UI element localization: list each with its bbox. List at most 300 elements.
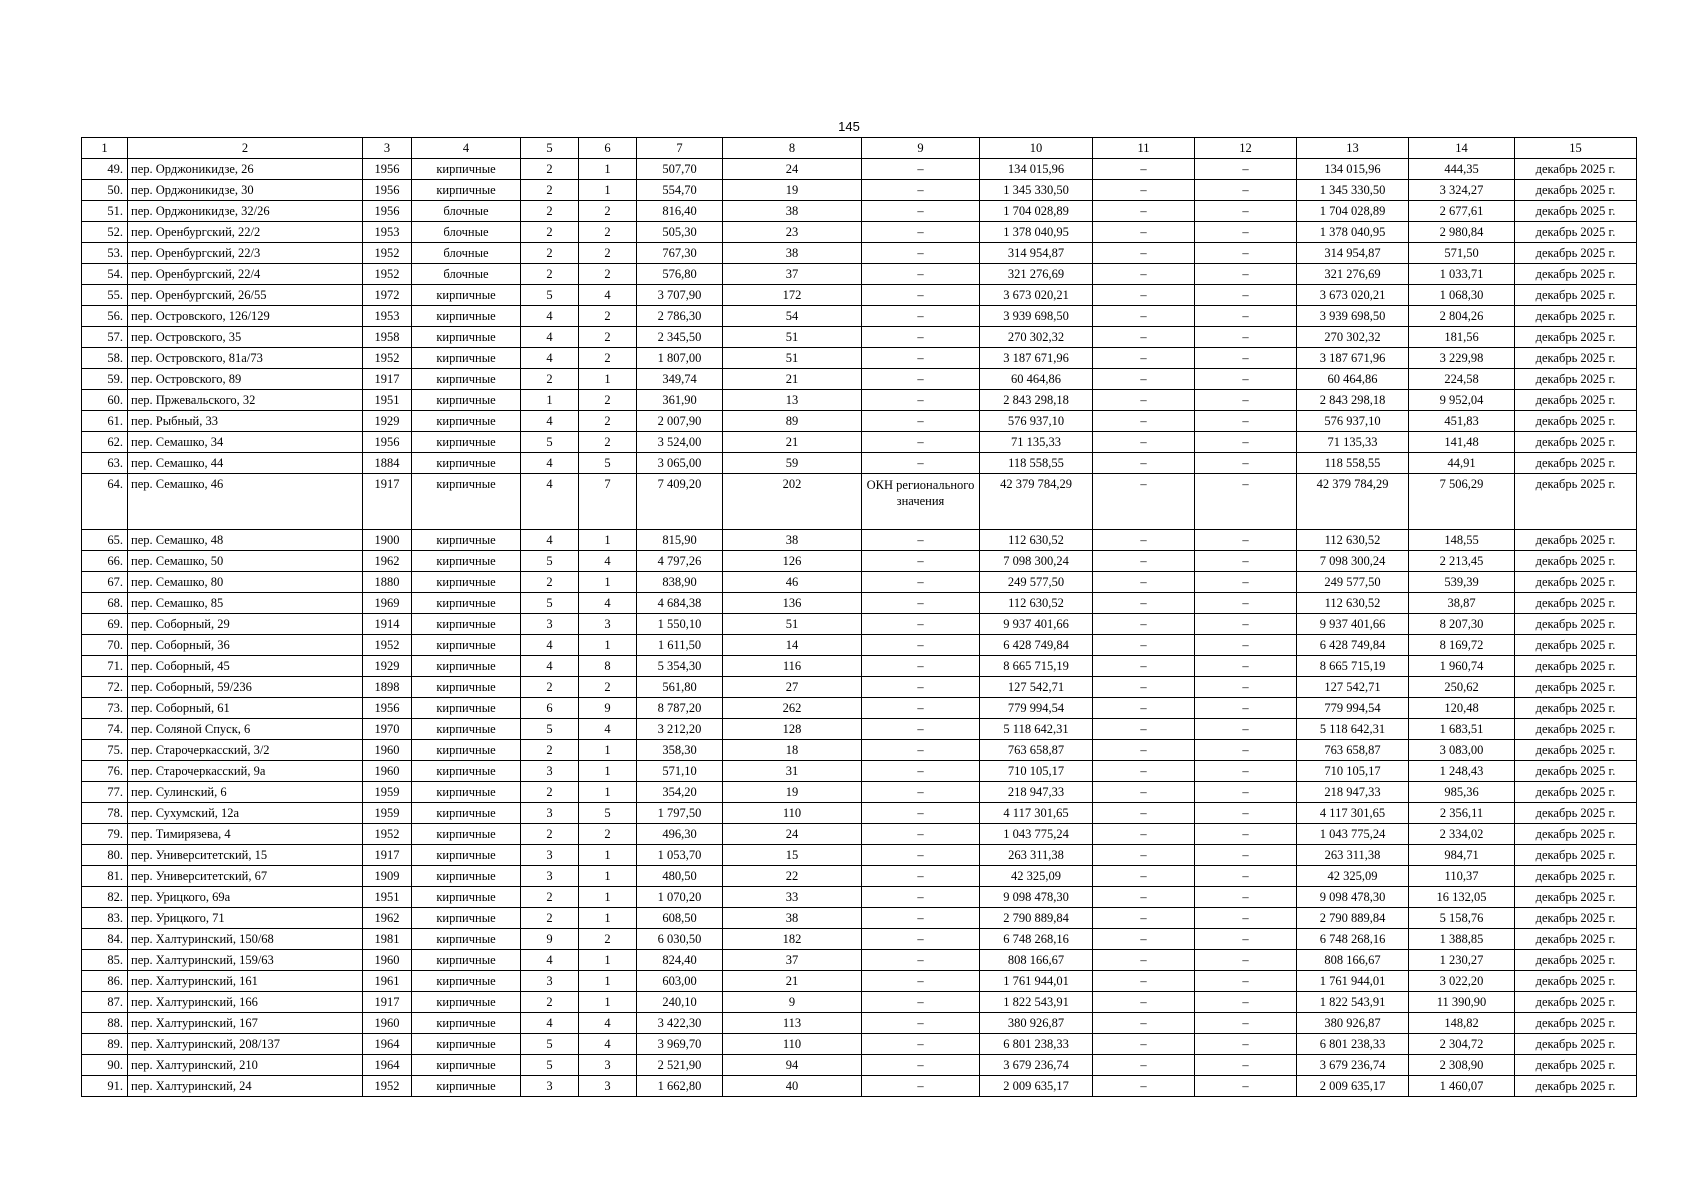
table-cell-col-9: ОКН регионального значения [862, 474, 980, 530]
table-cell-col-3: 1952 [363, 635, 412, 656]
table-cell-col-9: – [862, 992, 980, 1013]
table-cell-col-12: – [1195, 572, 1297, 593]
table-row [82, 369, 1637, 390]
table-cell-col-10: 112 630,52 [980, 530, 1093, 551]
table-cell-col-11: – [1093, 572, 1195, 593]
table-cell-col-9: – [862, 306, 980, 327]
column-header-10: 10 [980, 138, 1093, 159]
table-cell-col-12: – [1195, 782, 1297, 803]
table-cell-col-12: – [1195, 201, 1297, 222]
table-cell-col-2: пер. Соборный, 59/236 [128, 677, 363, 698]
table-cell-col-3: 1960 [363, 950, 412, 971]
table-cell-col-4: кирпичные [412, 614, 521, 635]
table-cell-col-11: – [1093, 1013, 1195, 1034]
table-cell-col-3: 1958 [363, 327, 412, 348]
table-cell-col-12: – [1195, 803, 1297, 824]
table-cell-col-10: 249 577,50 [980, 572, 1093, 593]
column-header-7: 7 [637, 138, 723, 159]
table-cell-col-3: 1956 [363, 698, 412, 719]
table-cell-col-9: – [862, 845, 980, 866]
table-cell-col-7: 4 797,26 [637, 551, 723, 572]
table-cell-col-6: 3 [579, 1055, 637, 1076]
table-cell-col-1: 72. [82, 677, 128, 698]
table-cell-col-6: 1 [579, 845, 637, 866]
table-cell-col-12: – [1195, 222, 1297, 243]
table-cell-col-5: 2 [521, 243, 579, 264]
table-cell-col-7: 349,74 [637, 369, 723, 390]
table-cell-col-3: 1917 [363, 992, 412, 1013]
table-row [82, 572, 1637, 593]
table-cell-col-3: 1953 [363, 306, 412, 327]
table-cell-col-2: пер. Университетский, 67 [128, 866, 363, 887]
table-cell-col-14: 2 980,84 [1409, 222, 1515, 243]
table-cell-col-11: – [1093, 950, 1195, 971]
table-cell-col-5: 4 [521, 348, 579, 369]
table-cell-col-7: 2 521,90 [637, 1055, 723, 1076]
table-cell-col-5: 5 [521, 593, 579, 614]
table-row [82, 1055, 1637, 1076]
table-row [82, 432, 1637, 453]
column-header-6: 6 [579, 138, 637, 159]
table-cell-col-7: 1 807,00 [637, 348, 723, 369]
table-cell-col-5: 3 [521, 971, 579, 992]
table-cell-col-13: 1 043 775,24 [1297, 824, 1409, 845]
table-cell-col-1: 69. [82, 614, 128, 635]
table-row [82, 635, 1637, 656]
table-cell-col-2: пер. Халтуринский, 166 [128, 992, 363, 1013]
table-cell-col-2: пер. Орджоникидзе, 30 [128, 180, 363, 201]
table-cell-col-4: кирпичные [412, 719, 521, 740]
table-cell-col-8: 182 [723, 929, 862, 950]
table-cell-col-7: 571,10 [637, 761, 723, 782]
table-cell-col-8: 46 [723, 572, 862, 593]
table-cell-col-15: декабрь 2025 г. [1515, 530, 1637, 551]
table-cell-col-13: 71 135,33 [1297, 432, 1409, 453]
table-cell-col-12: – [1195, 950, 1297, 971]
table-cell-col-7: 815,90 [637, 530, 723, 551]
table-cell-col-5: 2 [521, 201, 579, 222]
table-cell-col-13: 112 630,52 [1297, 593, 1409, 614]
table-cell-col-8: 89 [723, 411, 862, 432]
table-cell-col-1: 61. [82, 411, 128, 432]
table-cell-col-2: пер. Семашко, 46 [128, 474, 363, 530]
table-cell-col-1: 53. [82, 243, 128, 264]
table-cell-col-3: 1959 [363, 782, 412, 803]
table-cell-col-13: 314 954,87 [1297, 243, 1409, 264]
table-cell-col-1: 71. [82, 656, 128, 677]
table-cell-col-9: – [862, 159, 980, 180]
table-cell-col-2: пер. Семашко, 48 [128, 530, 363, 551]
table-row [82, 1013, 1637, 1034]
table-cell-col-15: декабрь 2025 г. [1515, 432, 1637, 453]
table-cell-col-10: 5 118 642,31 [980, 719, 1093, 740]
table-cell-col-11: – [1093, 635, 1195, 656]
table-cell-col-3: 1951 [363, 887, 412, 908]
table-cell-col-11: – [1093, 222, 1195, 243]
table-cell-col-3: 1951 [363, 390, 412, 411]
table-cell-col-6: 4 [579, 719, 637, 740]
table-cell-col-14: 3 229,98 [1409, 348, 1515, 369]
table-cell-col-15: декабрь 2025 г. [1515, 887, 1637, 908]
table-cell-col-7: 1 662,80 [637, 1076, 723, 1097]
table-cell-col-2: пер. Соляной Спуск, 6 [128, 719, 363, 740]
table-cell-col-14: 181,56 [1409, 327, 1515, 348]
table-cell-col-11: – [1093, 845, 1195, 866]
table-cell-col-3: 1960 [363, 740, 412, 761]
table-cell-col-13: 42 325,09 [1297, 866, 1409, 887]
column-header-3: 3 [363, 138, 412, 159]
table-cell-col-11: – [1093, 677, 1195, 698]
table-cell-col-1: 54. [82, 264, 128, 285]
table-row [82, 887, 1637, 908]
table-cell-col-7: 354,20 [637, 782, 723, 803]
table-cell-col-10: 60 464,86 [980, 369, 1093, 390]
table-cell-col-6: 4 [579, 1013, 637, 1034]
table-cell-col-3: 1952 [363, 824, 412, 845]
table-cell-col-6: 1 [579, 887, 637, 908]
table-cell-col-15: декабрь 2025 г. [1515, 551, 1637, 572]
table-cell-col-2: пер. Семашко, 44 [128, 453, 363, 474]
table-cell-col-6: 5 [579, 803, 637, 824]
table-row [82, 803, 1637, 824]
table-row [82, 992, 1637, 1013]
table-cell-col-1: 50. [82, 180, 128, 201]
table-cell-col-8: 22 [723, 866, 862, 887]
page-number: 145 [838, 119, 860, 134]
table-cell-col-11: – [1093, 656, 1195, 677]
table-cell-col-12: – [1195, 866, 1297, 887]
table-cell-col-13: 9 937 401,66 [1297, 614, 1409, 635]
table-cell-col-3: 1964 [363, 1034, 412, 1055]
table-cell-col-7: 7 409,20 [637, 474, 723, 530]
table-cell-col-3: 1952 [363, 348, 412, 369]
table-cell-col-11: – [1093, 992, 1195, 1013]
table-cell-col-8: 18 [723, 740, 862, 761]
table-cell-col-8: 31 [723, 761, 862, 782]
table-cell-col-1: 75. [82, 740, 128, 761]
table-cell-col-9: – [862, 1076, 980, 1097]
table-cell-col-11: – [1093, 593, 1195, 614]
table-cell-col-4: кирпичные [412, 866, 521, 887]
table-cell-col-9: – [862, 761, 980, 782]
table-cell-col-3: 1960 [363, 761, 412, 782]
table-cell-col-15: декабрь 2025 г. [1515, 285, 1637, 306]
table-cell-col-4: кирпичные [412, 453, 521, 474]
table-row [82, 719, 1637, 740]
table-cell-col-7: 3 212,20 [637, 719, 723, 740]
table-cell-col-6: 2 [579, 243, 637, 264]
table-cell-col-2: пер. Сухумский, 12а [128, 803, 363, 824]
table-cell-col-10: 42 379 784,29 [980, 474, 1093, 530]
table-cell-col-5: 2 [521, 992, 579, 1013]
table-cell-col-8: 128 [723, 719, 862, 740]
table-cell-col-5: 4 [521, 1013, 579, 1034]
table-cell-col-14: 985,36 [1409, 782, 1515, 803]
table-cell-col-6: 1 [579, 992, 637, 1013]
table-cell-col-9: – [862, 264, 980, 285]
table-cell-col-5: 2 [521, 908, 579, 929]
table-cell-col-13: 576 937,10 [1297, 411, 1409, 432]
table-cell-col-12: – [1195, 698, 1297, 719]
table-cell-col-1: 67. [82, 572, 128, 593]
table-cell-col-2: пер. Семашко, 85 [128, 593, 363, 614]
table-cell-col-11: – [1093, 432, 1195, 453]
table-cell-col-14: 1 960,74 [1409, 656, 1515, 677]
table-cell-col-10: 8 665 715,19 [980, 656, 1093, 677]
table-row [82, 530, 1637, 551]
table-row [82, 243, 1637, 264]
column-header-14: 14 [1409, 138, 1515, 159]
table-cell-col-4: кирпичные [412, 950, 521, 971]
table-cell-col-9: – [862, 593, 980, 614]
table-cell-col-1: 91. [82, 1076, 128, 1097]
table-cell-col-1: 87. [82, 992, 128, 1013]
table-cell-col-9: – [862, 698, 980, 719]
table-cell-col-12: – [1195, 551, 1297, 572]
table-row [82, 180, 1637, 201]
table-cell-col-1: 86. [82, 971, 128, 992]
table-cell-col-12: – [1195, 411, 1297, 432]
table-cell-col-14: 141,48 [1409, 432, 1515, 453]
table-cell-col-6: 1 [579, 572, 637, 593]
table-cell-col-1: 63. [82, 453, 128, 474]
table-cell-col-11: – [1093, 1055, 1195, 1076]
table-cell-col-11: – [1093, 908, 1195, 929]
table-cell-col-4: кирпичные [412, 824, 521, 845]
table-cell-col-8: 38 [723, 243, 862, 264]
table-cell-col-7: 608,50 [637, 908, 723, 929]
table-cell-col-3: 1917 [363, 474, 412, 530]
table-cell-col-14: 110,37 [1409, 866, 1515, 887]
table-cell-col-7: 554,70 [637, 180, 723, 201]
table-cell-col-5: 3 [521, 803, 579, 824]
table-cell-col-11: – [1093, 243, 1195, 264]
table-cell-col-11: – [1093, 740, 1195, 761]
table-cell-col-3: 1929 [363, 656, 412, 677]
table-cell-col-5: 2 [521, 222, 579, 243]
table-cell-col-6: 1 [579, 159, 637, 180]
table-cell-col-4: кирпичные [412, 740, 521, 761]
table-cell-col-2: пер. Семашко, 50 [128, 551, 363, 572]
table-cell-col-10: 2 009 635,17 [980, 1076, 1093, 1097]
table-cell-col-8: 38 [723, 908, 862, 929]
table-cell-col-15: декабрь 2025 г. [1515, 1013, 1637, 1034]
table-cell-col-9: – [862, 656, 980, 677]
table-cell-col-14: 11 390,90 [1409, 992, 1515, 1013]
column-header-2: 2 [128, 138, 363, 159]
table-cell-col-1: 66. [82, 551, 128, 572]
table-cell-col-5: 5 [521, 285, 579, 306]
table-cell-col-12: – [1195, 845, 1297, 866]
table-cell-col-3: 1956 [363, 432, 412, 453]
table-cell-col-3: 1961 [363, 971, 412, 992]
table-cell-col-4: кирпичные [412, 285, 521, 306]
table-cell-col-7: 3 707,90 [637, 285, 723, 306]
table-cell-col-11: – [1093, 453, 1195, 474]
table-cell-col-14: 2 677,61 [1409, 201, 1515, 222]
table-cell-col-8: 21 [723, 369, 862, 390]
table-cell-col-10: 2 790 889,84 [980, 908, 1093, 929]
table-cell-col-14: 2 804,26 [1409, 306, 1515, 327]
table-cell-col-6: 1 [579, 740, 637, 761]
table-cell-col-9: – [862, 782, 980, 803]
table-cell-col-5: 3 [521, 761, 579, 782]
table-cell-col-2: пер. Халтуринский, 167 [128, 1013, 363, 1034]
table-cell-col-12: – [1195, 1055, 1297, 1076]
table-cell-col-3: 1880 [363, 572, 412, 593]
table-row [82, 698, 1637, 719]
table-cell-col-5: 3 [521, 614, 579, 635]
table-cell-col-10: 127 542,71 [980, 677, 1093, 698]
table-cell-col-12: – [1195, 992, 1297, 1013]
table-cell-col-15: декабрь 2025 г. [1515, 698, 1637, 719]
table-cell-col-13: 5 118 642,31 [1297, 719, 1409, 740]
table-cell-col-15: декабрь 2025 г. [1515, 677, 1637, 698]
table-cell-col-15: декабрь 2025 г. [1515, 824, 1637, 845]
table-cell-col-8: 51 [723, 348, 862, 369]
table-cell-col-5: 2 [521, 369, 579, 390]
table-cell-col-6: 7 [579, 474, 637, 530]
table-cell-col-1: 73. [82, 698, 128, 719]
table-cell-col-6: 2 [579, 824, 637, 845]
table-cell-col-1: 58. [82, 348, 128, 369]
table-row [82, 474, 1637, 530]
table-cell-col-7: 1 070,20 [637, 887, 723, 908]
column-header-1: 1 [82, 138, 128, 159]
table-cell-col-8: 15 [723, 845, 862, 866]
table-cell-col-8: 51 [723, 614, 862, 635]
table-cell-col-14: 7 506,29 [1409, 474, 1515, 530]
table-cell-col-4: кирпичные [412, 992, 521, 1013]
table-cell-col-11: – [1093, 369, 1195, 390]
table-row [82, 411, 1637, 432]
table-cell-col-10: 4 117 301,65 [980, 803, 1093, 824]
table-cell-col-15: декабрь 2025 г. [1515, 761, 1637, 782]
table-cell-col-11: – [1093, 327, 1195, 348]
table-cell-col-3: 1956 [363, 201, 412, 222]
table-cell-col-8: 202 [723, 474, 862, 530]
table-cell-col-7: 603,00 [637, 971, 723, 992]
table-cell-col-13: 710 105,17 [1297, 761, 1409, 782]
table-cell-col-6: 1 [579, 180, 637, 201]
table-cell-col-9: – [862, 887, 980, 908]
table-cell-col-2: пер. Островского, 35 [128, 327, 363, 348]
table-cell-col-4: кирпичные [412, 845, 521, 866]
table-row [82, 929, 1637, 950]
table-cell-col-15: декабрь 2025 г. [1515, 327, 1637, 348]
table-cell-col-15: декабрь 2025 г. [1515, 614, 1637, 635]
table-cell-col-4: кирпичные [412, 1034, 521, 1055]
table-cell-col-13: 380 926,87 [1297, 1013, 1409, 1034]
table-cell-col-11: – [1093, 866, 1195, 887]
table-cell-col-9: – [862, 201, 980, 222]
table-cell-col-8: 19 [723, 180, 862, 201]
table-cell-col-2: пер. Сулинский, 6 [128, 782, 363, 803]
table-cell-col-5: 2 [521, 824, 579, 845]
table-cell-col-12: – [1195, 285, 1297, 306]
table-cell-col-12: – [1195, 348, 1297, 369]
column-header-13: 13 [1297, 138, 1409, 159]
table-cell-col-3: 1962 [363, 551, 412, 572]
table-cell-col-13: 2 843 298,18 [1297, 390, 1409, 411]
table-cell-col-2: пер. Халтуринский, 161 [128, 971, 363, 992]
table-cell-col-10: 3 939 698,50 [980, 306, 1093, 327]
table-cell-col-12: – [1195, 1076, 1297, 1097]
column-header-5: 5 [521, 138, 579, 159]
table-row [82, 159, 1637, 180]
table-cell-col-3: 1956 [363, 180, 412, 201]
table-cell-col-7: 2 007,90 [637, 411, 723, 432]
table-cell-col-1: 51. [82, 201, 128, 222]
table-cell-col-9: – [862, 740, 980, 761]
table-cell-col-3: 1909 [363, 866, 412, 887]
table-cell-col-7: 8 787,20 [637, 698, 723, 719]
table-cell-col-15: декабрь 2025 г. [1515, 572, 1637, 593]
table-cell-col-14: 444,35 [1409, 159, 1515, 180]
table-cell-col-15: декабрь 2025 г. [1515, 593, 1637, 614]
table-cell-col-2: пер. Рыбный, 33 [128, 411, 363, 432]
table-cell-col-7: 3 422,30 [637, 1013, 723, 1034]
table-cell-col-6: 4 [579, 1034, 637, 1055]
table-cell-col-15: декабрь 2025 г. [1515, 453, 1637, 474]
table-cell-col-11: – [1093, 1076, 1195, 1097]
table-cell-col-5: 2 [521, 887, 579, 908]
table-cell-col-13: 321 276,69 [1297, 264, 1409, 285]
table-cell-col-9: – [862, 572, 980, 593]
table-cell-col-14: 148,55 [1409, 530, 1515, 551]
table-cell-col-2: пер. Соборный, 61 [128, 698, 363, 719]
table-cell-col-10: 134 015,96 [980, 159, 1093, 180]
table-cell-col-10: 321 276,69 [980, 264, 1093, 285]
table-cell-col-8: 110 [723, 803, 862, 824]
table-cell-col-10: 42 325,09 [980, 866, 1093, 887]
table-cell-col-9: – [862, 180, 980, 201]
table-cell-col-15: декабрь 2025 г. [1515, 1055, 1637, 1076]
table-cell-col-14: 3 083,00 [1409, 740, 1515, 761]
table-cell-col-15: декабрь 2025 г. [1515, 306, 1637, 327]
table-cell-col-13: 134 015,96 [1297, 159, 1409, 180]
table-cell-col-13: 2 009 635,17 [1297, 1076, 1409, 1097]
table-cell-col-1: 65. [82, 530, 128, 551]
table-cell-col-11: – [1093, 264, 1195, 285]
table-cell-col-10: 112 630,52 [980, 593, 1093, 614]
table-cell-col-1: 49. [82, 159, 128, 180]
table-cell-col-4: кирпичные [412, 782, 521, 803]
table-header [82, 138, 1637, 159]
table-cell-col-9: – [862, 327, 980, 348]
table-cell-col-12: – [1195, 593, 1297, 614]
table-cell-col-10: 263 311,38 [980, 845, 1093, 866]
table-row [82, 551, 1637, 572]
table-cell-col-7: 6 030,50 [637, 929, 723, 950]
table-cell-col-7: 1 611,50 [637, 635, 723, 656]
table-cell-col-8: 37 [723, 264, 862, 285]
table-cell-col-6: 2 [579, 327, 637, 348]
table-cell-col-8: 21 [723, 971, 862, 992]
table-cell-col-14: 9 952,04 [1409, 390, 1515, 411]
table-cell-col-15: декабрь 2025 г. [1515, 740, 1637, 761]
table-cell-col-14: 451,83 [1409, 411, 1515, 432]
table-cell-col-11: – [1093, 614, 1195, 635]
table-cell-col-10: 6 748 268,16 [980, 929, 1093, 950]
table-cell-col-14: 2 304,72 [1409, 1034, 1515, 1055]
table-cell-col-4: кирпичные [412, 327, 521, 348]
table-cell-col-9: – [862, 908, 980, 929]
table-cell-col-7: 3 065,00 [637, 453, 723, 474]
table-cell-col-13: 6 748 268,16 [1297, 929, 1409, 950]
table-cell-col-5: 5 [521, 1034, 579, 1055]
table-cell-col-13: 3 939 698,50 [1297, 306, 1409, 327]
